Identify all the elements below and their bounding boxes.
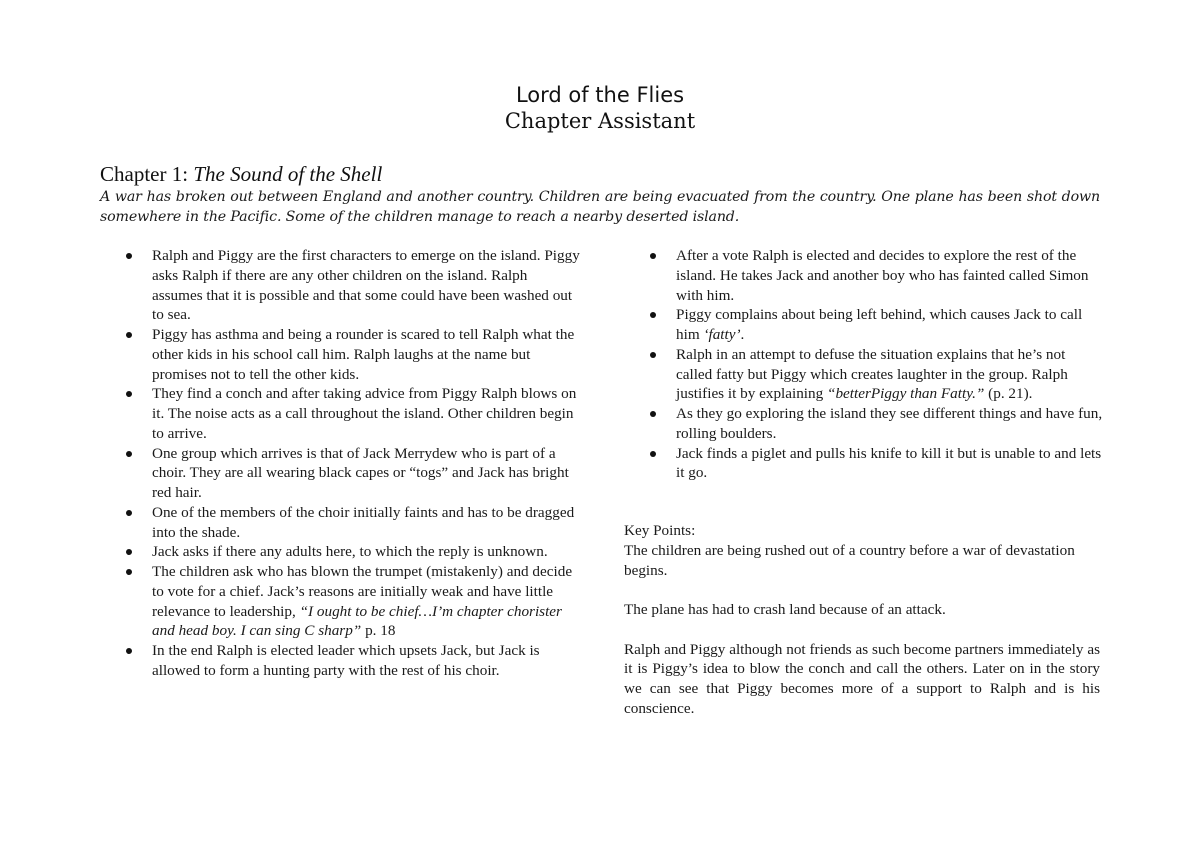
- list-item: [649, 444, 1104, 484]
- key-point-paragraph: The children are being rushed out of a country before a war of devastation begins.: [624, 541, 1075, 579]
- bullet-icon: [126, 510, 132, 516]
- bullet-icon: [126, 549, 132, 555]
- list-item: [649, 345, 1104, 404]
- paragraph-spacer: [624, 620, 1100, 640]
- key-points-heading: Key Points:: [624, 522, 696, 539]
- bullet-icon: [650, 451, 656, 457]
- list-item-text: Ralph and Piggy are the first characters to emerge on the island. Piggy asks Ralph if there are any other children on the island. Ralph assumes that it is possible and that some could have been washed out to sea.: [152, 247, 580, 324]
- list-item-text: In the end Ralph is elected leader which upsets Jack, but Jack is allowed to form a hunting party with the rest of his choir.: [152, 642, 540, 679]
- left-bullet-list: [125, 246, 580, 681]
- bullet-icon: [650, 411, 656, 417]
- list-item: [649, 305, 1104, 345]
- bullet-icon: [650, 312, 656, 318]
- bullet-icon: [126, 451, 132, 457]
- list-item-text: Ralph in an attempt to defuse the situation explains that he’s not called fatty but Piggy which creates laughter in the group. Ralph justifies it by explaining: [676, 345, 1068, 403]
- list-item-text: Piggy has asthma and being a rounder is scared to tell Ralph what the other kids in his school call him. Ralph laughs at the name but promises not to tell the other kids.: [152, 326, 575, 383]
- left-column: [125, 246, 580, 681]
- quote-text: “betterPiggy than Fatty.”: [827, 385, 985, 403]
- page-reference: (p. 21).: [984, 385, 1033, 403]
- bullet-icon: [126, 648, 132, 654]
- quote-text: ‘fatty’: [703, 326, 741, 343]
- list-item: [125, 641, 580, 681]
- chapter-heading: [100, 160, 382, 188]
- bullet-icon: [650, 352, 656, 358]
- list-item-text: Piggy complains about being left behind, which causes Jack to call him: [676, 306, 1083, 343]
- key-points-section: [624, 521, 1100, 719]
- list-item-text: After a vote Ralph is elected and decides to explore the rest of the island. He takes Jack and another boy who has fainted called Simon with him.: [676, 247, 1089, 304]
- list-item-text: They find a conch and after taking advice from Piggy Ralph blows on it. The noise acts as a call throughout the island. Other children begin to arrive.: [152, 385, 577, 442]
- key-point-paragraph: The plane has had to crash land because of an attack.: [624, 601, 946, 618]
- list-item-text-end: .: [740, 326, 745, 343]
- list-item-text: The children ask who has blown the trumpet (mistakenly) and decide to vote for a chief. Jack’s reasons are initially weak and have little relevance to leadership,: [152, 563, 573, 620]
- bullet-icon: [126, 253, 132, 259]
- chapter-title: The Sound of the Shell: [193, 162, 383, 186]
- list-item: [125, 325, 580, 384]
- list-item: [125, 503, 580, 543]
- list-item: [125, 562, 580, 641]
- list-item: [125, 542, 580, 562]
- quote-text: “I ought to be chief…I’m chapter chorister and head boy. I can sing C sharp”: [152, 602, 562, 640]
- right-bullet-list: [649, 246, 1104, 483]
- bullet-icon: [126, 569, 132, 575]
- bullet-icon: [650, 253, 656, 259]
- bullet-icon: [126, 332, 132, 338]
- list-item-text: One group which arrives is that of Jack Merrydew who is part of a choir. They are all wearing black capes or “togs” and Jack has bright red hair.: [152, 444, 569, 501]
- list-item: [649, 246, 1104, 305]
- list-item: [125, 246, 580, 325]
- list-item-text: One of the members of the choir initially faints and has to be dragged into the shade.: [152, 503, 575, 541]
- right-column: [649, 246, 1104, 483]
- document-subtitle: Chapter Assistant: [504, 109, 696, 133]
- list-item: [649, 404, 1104, 444]
- chapter-label: Chapter 1:: [100, 162, 194, 186]
- list-item-text: Jack asks if there any adults here, to which the reply is unknown.: [152, 543, 548, 561]
- list-item: [125, 384, 580, 443]
- page-reference: p. 18: [361, 622, 396, 640]
- chapter-intro: A war has broken out between England and another country. Children are being evacuated from the country. One plane has been shot down somewhere in the Pacific. Some of the children manage to reach a nearby deserted island.: [100, 189, 1100, 225]
- list-item-text: Jack finds a piglet and pulls his knife to kill it but is unable to and lets it go.: [676, 444, 1102, 482]
- paragraph-spacer: [624, 580, 1100, 600]
- bullet-icon: [126, 391, 132, 397]
- key-point-paragraph: Ralph and Piggy although not friends as such become partners immediately as it is Piggy’s idea to blow the conch and call the others. Later on in the story we can see that Piggy becomes more of a support to Ralph and is his conscience.: [624, 640, 1100, 717]
- list-item-text: As they go exploring the island they see different things and have fun, rolling boulders.: [676, 405, 1103, 442]
- list-item: [125, 444, 580, 503]
- document-title: Lord of the Flies: [515, 83, 685, 107]
